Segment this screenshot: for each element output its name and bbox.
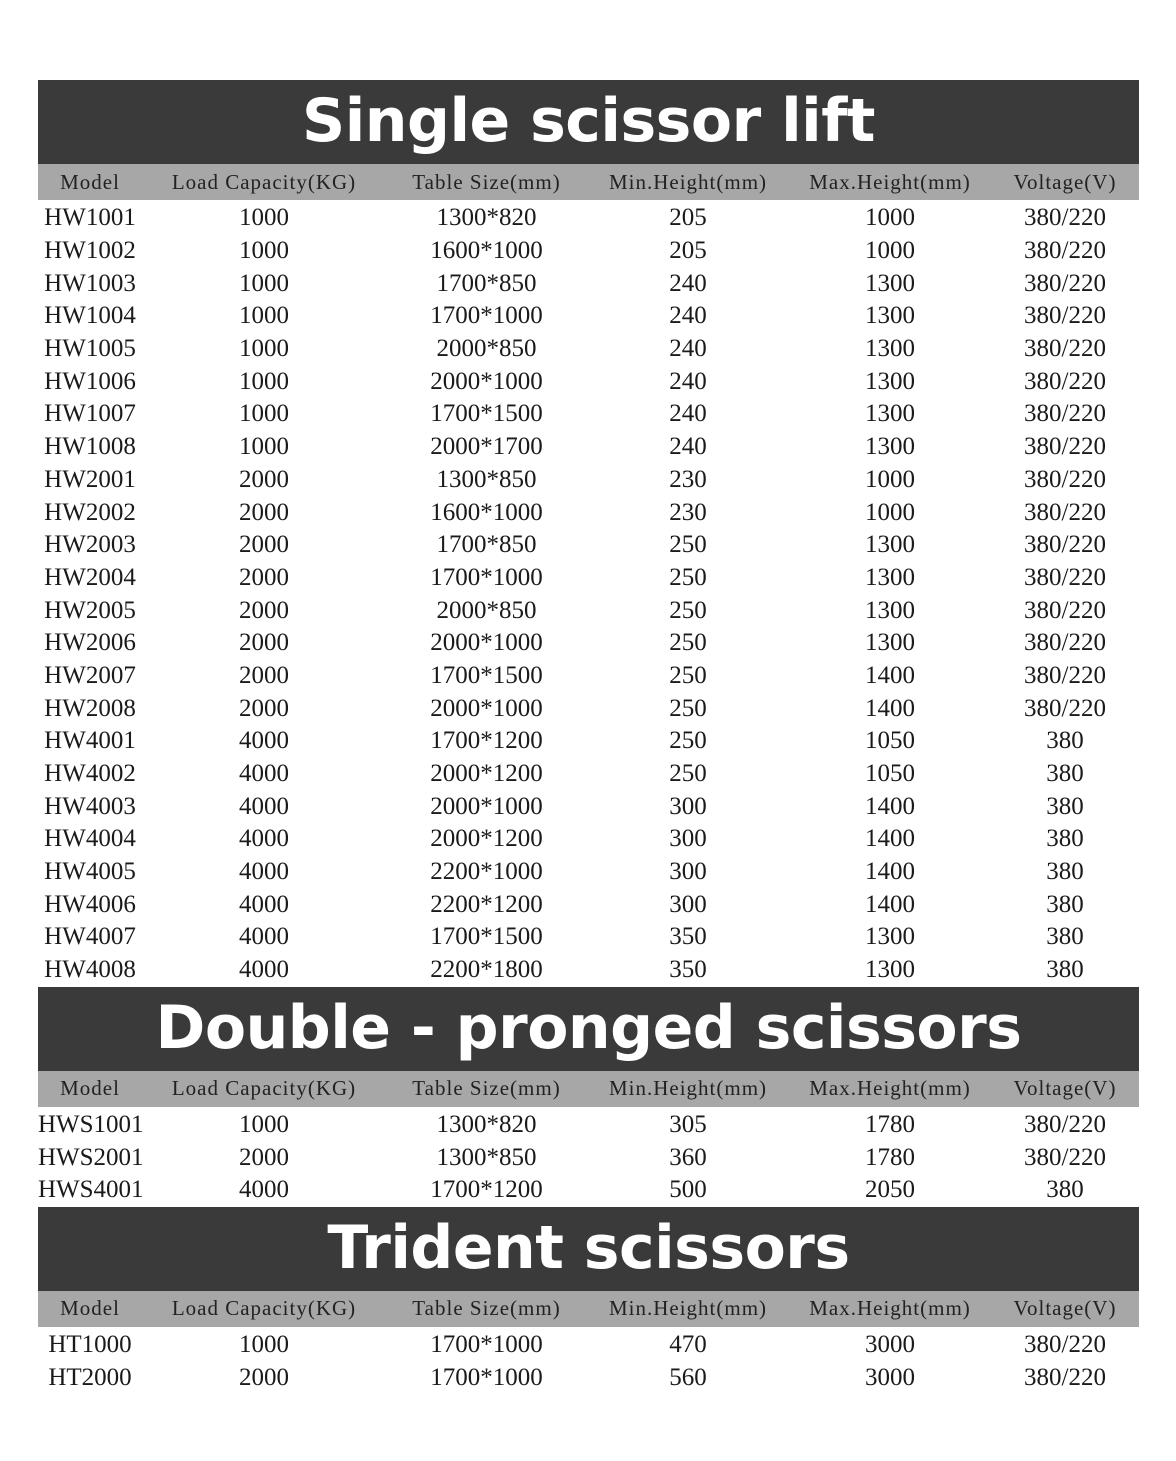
cell-model: HW1006 [44, 367, 136, 395]
cell-min-height: 240 [669, 433, 707, 461]
header-voltage: Voltage(V) [1013, 1076, 1117, 1100]
cell-table-size: 1300*820 [436, 204, 537, 232]
cell-max-height: 1400 [865, 792, 915, 820]
table-row [38, 202, 1139, 235]
cell-load-capacity: 4000 [239, 956, 289, 984]
cell-model: HW2005 [44, 596, 136, 624]
table-row [38, 300, 1139, 333]
header-load-capacity: Load Capacity(KG) [171, 1076, 357, 1100]
cell-table-size: 2200*1800 [430, 956, 543, 984]
cell-voltage: 380/220 [1024, 1143, 1106, 1171]
section-title-double-pronged-scissors [38, 987, 1139, 1071]
table-row [38, 594, 1139, 627]
cell-table-size: 2200*1000 [430, 858, 543, 886]
table-header [38, 164, 1139, 200]
cell-load-capacity: 1000 [239, 367, 289, 395]
cell-table-size: 2000*1000 [430, 367, 543, 395]
cell-model: HW1004 [44, 302, 136, 330]
cell-min-height: 470 [669, 1330, 707, 1358]
cell-min-height: 250 [669, 563, 707, 591]
header-model: Model [60, 1296, 120, 1321]
cell-table-size: 2000*1000 [430, 792, 543, 820]
table-row [38, 365, 1139, 398]
cell-table-size: 1700*1000 [430, 302, 543, 330]
cell-voltage: 380 [1046, 923, 1084, 951]
cell-table-size: 1600*1000 [430, 237, 543, 265]
cell-voltage: 380/220 [1024, 498, 1106, 526]
cell-load-capacity: 4000 [239, 923, 289, 951]
cell-max-height: 1780 [865, 1110, 915, 1138]
cell-load-capacity: 2000 [239, 531, 289, 559]
cell-max-height: 1300 [865, 269, 915, 297]
header-max-height: Max.Height(mm) [809, 1076, 971, 1100]
header-load-capacity: Load Capacity(KG) [171, 169, 357, 194]
header-voltage: Voltage(V) [1013, 1296, 1117, 1321]
cell-min-height: 250 [669, 629, 707, 657]
table-row [38, 888, 1139, 921]
header-min-height: Min.Height(mm) [608, 1296, 768, 1321]
cell-min-height: 300 [669, 792, 707, 820]
cell-max-height: 3000 [865, 1363, 915, 1391]
table-body [38, 1327, 1139, 1394]
cell-load-capacity: 4000 [239, 1176, 289, 1204]
cell-table-size: 1700*1500 [430, 923, 543, 951]
cell-model: HW4007 [44, 923, 136, 951]
cell-load-capacity: 4000 [239, 760, 289, 788]
cell-voltage: 380/220 [1024, 237, 1106, 265]
cell-min-height: 560 [669, 1363, 707, 1391]
table-row [38, 856, 1139, 889]
table-row [38, 660, 1139, 693]
cell-min-height: 350 [669, 923, 707, 951]
table-row [38, 1361, 1139, 1394]
cell-min-height: 250 [669, 531, 707, 559]
table-header [38, 1071, 1139, 1107]
cell-voltage: 380 [1046, 956, 1084, 984]
header-model: Model [60, 1076, 120, 1100]
table-row [38, 823, 1139, 856]
cell-load-capacity: 1000 [239, 433, 289, 461]
header-load-capacity: Load Capacity(KG) [171, 1296, 357, 1321]
cell-load-capacity: 2000 [239, 694, 289, 722]
cell-min-height: 205 [669, 237, 707, 265]
cell-min-height: 230 [669, 498, 707, 526]
table-row [38, 921, 1139, 954]
cell-load-capacity: 1000 [239, 204, 289, 232]
cell-voltage: 380/220 [1024, 694, 1106, 722]
cell-max-height: 1300 [865, 923, 915, 951]
cell-voltage: 380 [1046, 1176, 1084, 1204]
cell-max-height: 1050 [865, 760, 915, 788]
cell-load-capacity: 2000 [239, 563, 289, 591]
section-title-text: Single scissor lift [302, 86, 875, 156]
cell-load-capacity: 4000 [239, 727, 289, 755]
cell-voltage: 380/220 [1024, 465, 1106, 493]
table-row [38, 692, 1139, 725]
cell-voltage: 380/220 [1024, 1110, 1106, 1138]
cell-voltage: 380/220 [1024, 596, 1106, 624]
table-row [38, 790, 1139, 823]
cell-min-height: 250 [669, 694, 707, 722]
cell-max-height: 1400 [865, 694, 915, 722]
cell-min-height: 300 [669, 825, 707, 853]
cell-model: HW4004 [44, 825, 136, 853]
spec-sheet [38, 80, 1139, 1394]
cell-model: HW4003 [44, 792, 136, 820]
cell-load-capacity: 1000 [239, 302, 289, 330]
cell-voltage: 380/220 [1024, 563, 1106, 591]
cell-model: HW4006 [44, 890, 136, 918]
table-header [38, 1291, 1139, 1327]
table-row [38, 1109, 1139, 1142]
cell-voltage: 380 [1046, 760, 1084, 788]
cell-min-height: 300 [669, 858, 707, 886]
cell-max-height: 1300 [865, 531, 915, 559]
header-model: Model [60, 169, 120, 194]
cell-model: HW2003 [44, 531, 136, 559]
cell-load-capacity: 2000 [239, 1363, 289, 1391]
cell-min-height: 240 [669, 367, 707, 395]
cell-load-capacity: 2000 [239, 465, 289, 493]
cell-voltage: 380/220 [1024, 433, 1106, 461]
cell-load-capacity: 4000 [239, 825, 289, 853]
cell-voltage: 380/220 [1024, 302, 1106, 330]
cell-model: HW1001 [44, 204, 136, 232]
table-row [38, 235, 1139, 268]
table-row [38, 1141, 1139, 1174]
table-row [38, 562, 1139, 595]
cell-table-size: 1700*1200 [430, 1176, 543, 1204]
cell-table-size: 1700*1500 [430, 400, 543, 428]
cell-max-height: 1000 [865, 465, 915, 493]
cell-min-height: 350 [669, 956, 707, 984]
cell-table-size: 2200*1200 [430, 890, 543, 918]
header-voltage: Voltage(V) [1013, 169, 1117, 194]
cell-model: HW2002 [44, 498, 136, 526]
cell-table-size: 1300*820 [436, 1110, 537, 1138]
cell-model: HW2008 [44, 694, 136, 722]
cell-model: HT2000 [48, 1363, 132, 1391]
cell-min-height: 240 [669, 302, 707, 330]
cell-table-size: 1300*850 [436, 465, 537, 493]
cell-max-height: 1400 [865, 825, 915, 853]
cell-table-size: 1700*850 [436, 531, 537, 559]
cell-voltage: 380 [1046, 727, 1084, 755]
cell-max-height: 1300 [865, 956, 915, 984]
cell-model: HWS4001 [38, 1176, 144, 1204]
table-row [38, 267, 1139, 300]
cell-model: HW4005 [44, 858, 136, 886]
cell-max-height: 1300 [865, 629, 915, 657]
cell-min-height: 250 [669, 760, 707, 788]
cell-voltage: 380/220 [1024, 400, 1106, 428]
cell-load-capacity: 2000 [239, 661, 289, 689]
cell-max-height: 1300 [865, 367, 915, 395]
cell-table-size: 1700*1000 [430, 1363, 543, 1391]
cell-voltage: 380/220 [1024, 1363, 1106, 1391]
table-row [38, 725, 1139, 758]
header-table-size: Table Size(mm) [412, 1296, 561, 1321]
cell-model: HWS1001 [38, 1110, 144, 1138]
header-max-height: Max.Height(mm) [809, 169, 971, 194]
table-row [38, 758, 1139, 791]
cell-min-height: 250 [669, 661, 707, 689]
cell-min-height: 500 [669, 1176, 707, 1204]
cell-max-height: 1000 [865, 498, 915, 526]
cell-model: HW2007 [44, 661, 136, 689]
header-min-height: Min.Height(mm) [608, 1076, 768, 1100]
table-row [38, 529, 1139, 562]
table-row [38, 1329, 1139, 1362]
cell-max-height: 1300 [865, 433, 915, 461]
cell-table-size: 2000*1000 [430, 629, 543, 657]
section-title-trident-scissors [38, 1207, 1139, 1291]
cell-min-height: 360 [669, 1143, 707, 1171]
cell-voltage: 380 [1046, 890, 1084, 918]
cell-load-capacity: 4000 [239, 890, 289, 918]
cell-model: HW4001 [44, 727, 136, 755]
cell-table-size: 2000*1200 [430, 825, 543, 853]
cell-table-size: 2000*850 [436, 335, 537, 363]
cell-load-capacity: 1000 [239, 1110, 289, 1138]
cell-table-size: 1700*1000 [430, 1330, 543, 1358]
cell-model: HWS2001 [38, 1143, 144, 1171]
cell-max-height: 1300 [865, 400, 915, 428]
cell-load-capacity: 4000 [239, 858, 289, 886]
table-row [38, 1174, 1139, 1207]
cell-table-size: 1300*850 [436, 1143, 537, 1171]
table-row [38, 496, 1139, 529]
cell-max-height: 1400 [865, 661, 915, 689]
table-row [38, 464, 1139, 497]
cell-voltage: 380/220 [1024, 661, 1106, 689]
cell-table-size: 1700*1000 [430, 563, 543, 591]
cell-voltage: 380/220 [1024, 531, 1106, 559]
cell-table-size: 1700*1500 [430, 661, 543, 689]
cell-max-height: 1000 [865, 204, 915, 232]
cell-max-height: 1050 [865, 727, 915, 755]
cell-max-height: 1300 [865, 302, 915, 330]
section-title-text: Trident scissors [327, 1212, 850, 1283]
cell-max-height: 1400 [865, 858, 915, 886]
cell-voltage: 380/220 [1024, 269, 1106, 297]
cell-min-height: 230 [669, 465, 707, 493]
cell-model: HW1005 [44, 335, 136, 363]
table-row [38, 954, 1139, 987]
cell-max-height: 2050 [865, 1176, 915, 1204]
cell-model: HW1002 [44, 237, 136, 265]
cell-load-capacity: 1000 [239, 1330, 289, 1358]
cell-load-capacity: 1000 [239, 400, 289, 428]
cell-max-height: 1300 [865, 335, 915, 363]
cell-table-size: 1600*1000 [430, 498, 543, 526]
cell-model: HW1003 [44, 269, 136, 297]
table-row [38, 398, 1139, 431]
cell-min-height: 240 [669, 400, 707, 428]
header-min-height: Min.Height(mm) [608, 169, 768, 194]
cell-load-capacity: 2000 [239, 629, 289, 657]
cell-table-size: 1700*1200 [430, 727, 543, 755]
cell-voltage: 380 [1046, 825, 1084, 853]
cell-table-size: 2000*1000 [430, 694, 543, 722]
table-body [38, 200, 1139, 987]
cell-load-capacity: 4000 [239, 792, 289, 820]
cell-model: HW2004 [44, 563, 136, 591]
cell-min-height: 250 [669, 596, 707, 624]
cell-model: HW4002 [44, 760, 136, 788]
cell-min-height: 240 [669, 269, 707, 297]
cell-load-capacity: 1000 [239, 269, 289, 297]
cell-voltage: 380/220 [1024, 629, 1106, 657]
section-title-text: Double - pronged scissors [155, 992, 1022, 1063]
cell-load-capacity: 1000 [239, 237, 289, 265]
header-max-height: Max.Height(mm) [809, 1296, 971, 1321]
cell-min-height: 300 [669, 890, 707, 918]
cell-min-height: 250 [669, 727, 707, 755]
table-row [38, 333, 1139, 366]
cell-table-size: 2000*1700 [430, 433, 543, 461]
table-row [38, 431, 1139, 464]
table-row [38, 627, 1139, 660]
cell-model: HW2006 [44, 629, 136, 657]
cell-load-capacity: 2000 [239, 498, 289, 526]
cell-voltage: 380/220 [1024, 335, 1106, 363]
cell-max-height: 3000 [865, 1330, 915, 1358]
cell-min-height: 240 [669, 335, 707, 363]
cell-max-height: 1300 [865, 563, 915, 591]
cell-max-height: 1300 [865, 596, 915, 624]
section-title-single-scissor-lift [38, 80, 1139, 164]
cell-table-size: 2000*850 [436, 596, 537, 624]
cell-voltage: 380/220 [1024, 367, 1106, 395]
cell-model: HW1007 [44, 400, 136, 428]
cell-load-capacity: 2000 [239, 1143, 289, 1171]
cell-model: HW2001 [44, 465, 136, 493]
header-table-size: Table Size(mm) [412, 1076, 561, 1100]
cell-table-size: 1700*850 [436, 269, 537, 297]
cell-max-height: 1780 [865, 1143, 915, 1171]
cell-model: HW4008 [44, 956, 136, 984]
cell-max-height: 1000 [865, 237, 915, 265]
cell-model: HW1008 [44, 433, 136, 461]
cell-voltage: 380 [1046, 792, 1084, 820]
cell-min-height: 305 [669, 1110, 707, 1138]
cell-voltage: 380/220 [1024, 204, 1106, 232]
cell-min-height: 205 [669, 204, 707, 232]
cell-load-capacity: 2000 [239, 596, 289, 624]
header-table-size: Table Size(mm) [412, 169, 561, 194]
cell-voltage: 380 [1046, 858, 1084, 886]
cell-max-height: 1400 [865, 890, 915, 918]
cell-voltage: 380/220 [1024, 1330, 1106, 1358]
cell-model: HT1000 [48, 1330, 132, 1358]
table-body [38, 1107, 1139, 1207]
cell-load-capacity: 1000 [239, 335, 289, 363]
cell-table-size: 2000*1200 [430, 760, 543, 788]
